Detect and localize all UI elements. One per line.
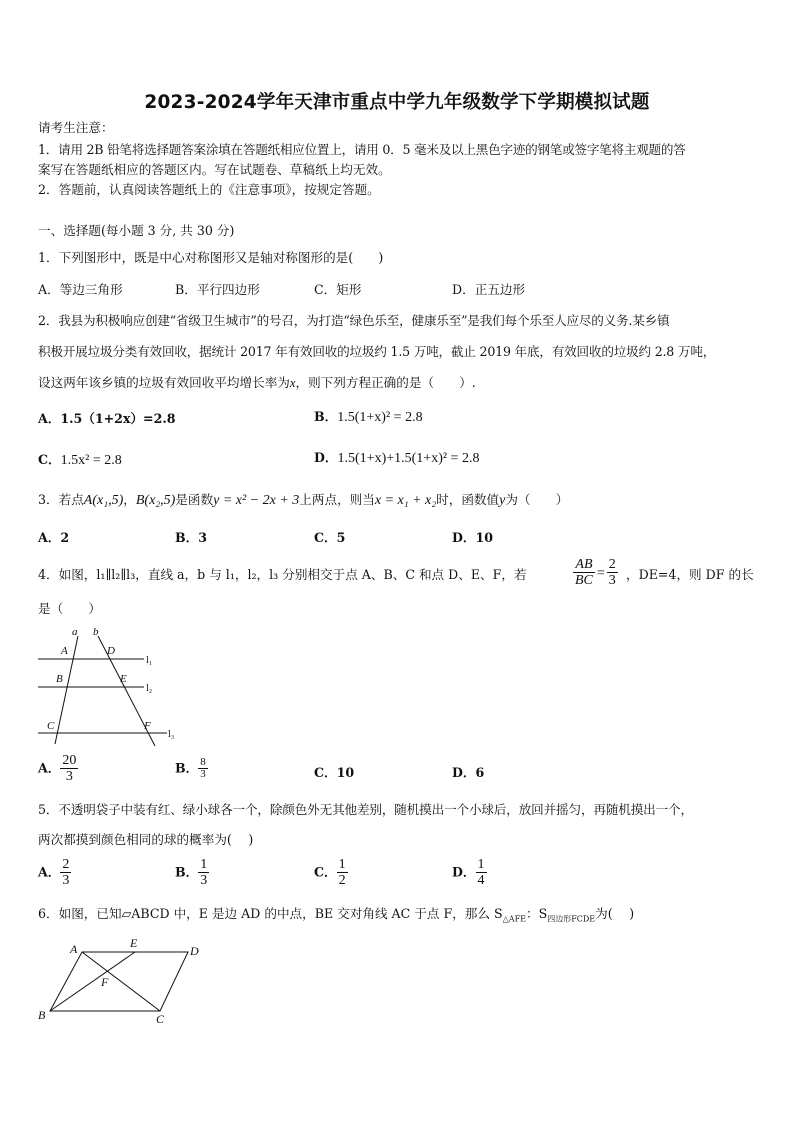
q5-option-c-denominator: 2	[338, 873, 346, 888]
label-F: F	[101, 975, 109, 989]
q3-stem	[38, 492, 568, 509]
q2-option-d	[314, 450, 479, 467]
q5-option-c-label: C．	[314, 864, 337, 880]
q5-option-b	[175, 857, 209, 888]
label-E: E	[120, 673, 127, 685]
q6-stem	[38, 906, 634, 928]
q2-option-a: A．1.5（1+2x）=2.8	[38, 411, 176, 426]
q5-line-2: 两次都摸到颜色相同的球的概率为( )	[38, 832, 254, 847]
label-l1: l₁	[146, 655, 153, 666]
q3-mid-2: 上两点，则当	[299, 492, 375, 507]
q6-stem-separator: ：S	[525, 906, 548, 921]
q4-option-b-label: B．	[175, 760, 199, 776]
q3-sep: ，	[123, 492, 136, 507]
q4-ratio-numerator: 2	[608, 557, 616, 572]
q2-option-b	[314, 409, 423, 426]
q4-line-1-tail: ，DE=4，则 DF 的长	[626, 567, 754, 582]
label-l3: l₃	[168, 729, 175, 740]
q5-option-d	[452, 857, 487, 888]
q1-option-c: C．矩形	[314, 282, 362, 297]
q4-fraction-numerator: AB	[573, 557, 595, 573]
q4-equals: =	[596, 566, 605, 581]
q5-option-d-label: D．	[452, 864, 476, 880]
q2-variable-x: x	[289, 376, 296, 390]
label-C: C	[156, 1012, 165, 1026]
q4-option-c: C．10	[314, 765, 355, 780]
q1-stem: 1．下列图形中，既是中心对称图形又是轴对称图形的是( )	[38, 250, 384, 265]
q5-option-b-label: B．	[175, 864, 199, 880]
q2-option-d-expr: 1.5(1+x)+1.5(1+x)² = 2.8	[337, 451, 480, 466]
q4-fraction-2-3	[607, 557, 618, 588]
q4-ratio	[573, 557, 618, 588]
q5-option-a-denominator: 3	[62, 873, 70, 888]
q5-line-1: 5．不透明袋子中装有红、绿小球各一个，除颜色外无其他差别，随机摸出一个小球后，放回并摇匀，再随机摸出一个，	[38, 802, 693, 817]
q4-parallel-lines-figure	[34, 624, 184, 749]
label-F: F	[144, 720, 151, 732]
q4-line-2: 是（ ）	[38, 601, 101, 616]
notice-heading: 请考生注意：	[38, 120, 114, 135]
q4-option-a-label: A．	[38, 760, 61, 776]
parallelogram-abcd	[50, 952, 188, 1011]
q4-option-b-numerator: 8	[200, 756, 206, 768]
q3-condition: x = x₁ + x₂	[374, 493, 437, 508]
q4-option-a-fraction	[60, 753, 78, 784]
q3-option-a: A．2	[38, 530, 70, 545]
q1-option-d: D．正五边形	[452, 282, 526, 297]
q3-point-b: B(x₂,5)	[135, 493, 176, 508]
q5-option-d-fraction	[476, 857, 487, 888]
notice-item-1-line-2: 案写在答题纸相应的答题区内。写在试题卷、草稿纸上均无效。	[38, 162, 391, 177]
label-l2: l₂	[146, 683, 153, 694]
q5-option-a-fraction	[60, 857, 71, 888]
label-D: D	[107, 645, 115, 657]
label-B: B	[56, 673, 63, 685]
q5-option-c-fraction	[337, 857, 348, 888]
q4-option-a-numerator: 20	[62, 753, 77, 768]
q3-option-b: B．3	[175, 530, 208, 545]
q5-option-a-numerator: 2	[62, 857, 70, 872]
q5-option-b-numerator: 1	[200, 857, 208, 872]
q3-function: y = x² − 2x + 3	[213, 493, 300, 508]
q6-subscript-afe: △AFE	[502, 914, 526, 924]
label-A: A	[61, 645, 68, 657]
q6-stem-tail: 为( )	[595, 906, 635, 921]
q6-parallelogram-figure	[34, 935, 209, 1027]
q5-option-a	[38, 857, 71, 888]
q6-subscript-fcde: 四边形FCDE	[547, 914, 596, 924]
section-heading: 一、选择题(每小题 3 分, 共 30 分)	[38, 223, 235, 238]
q2-line-3-tail: ，则下列方程正确的是（ ）.	[295, 375, 476, 390]
q3-tail-2: 为（ ）	[505, 492, 569, 507]
q1-option-b: B．平行四边形	[175, 282, 260, 297]
diagonal-ac	[82, 952, 160, 1011]
q2-line-3	[38, 375, 476, 391]
q3-option-d: D．10	[452, 530, 494, 545]
label-D: D	[190, 944, 199, 958]
q6-stem-text: 6．如图，已知▱ABCD 中，E 是边 AD 的中点，BE 交对角线 AC 于点 F，那么 S	[38, 906, 503, 921]
q3-prefix: 3．若点	[38, 492, 84, 507]
q5-option-d-denominator: 4	[477, 873, 485, 888]
q3-option-c: C．5	[314, 530, 346, 545]
q5-option-c	[314, 857, 348, 888]
q5-option-a-label: A．	[38, 864, 61, 880]
q4-option-b	[175, 757, 208, 780]
q4-ratio-denominator: 3	[608, 573, 616, 588]
label-A: A	[70, 942, 78, 956]
q4-fraction-denominator: BC	[575, 573, 593, 588]
notice-item-1-line-1: 1．请用 2B 铅笔将选择题答案涂填在答题纸相应位置上，请用 0．5 毫米及以上黑色字迹的钢笔或签字笔将主观题的答	[38, 142, 686, 157]
page-title: 2023-2024学年天津市重点中学九年级数学下学期模拟试题	[144, 92, 650, 113]
label-C: C	[47, 720, 55, 732]
q4-option-b-fraction	[198, 757, 208, 780]
label-b: b	[93, 626, 99, 638]
segment-be	[50, 952, 135, 1011]
q4-line-1	[38, 567, 527, 583]
q4-option-d: D．6	[452, 765, 485, 780]
q5-option-d-numerator: 1	[477, 857, 485, 872]
q2-option-b-expr: 1.5(1+x)² = 2.8	[337, 410, 423, 425]
q2-option-c-expr: 1.5x² = 2.8	[60, 453, 122, 468]
q2-line-3-text: 设这两年该乡镇的垃圾有效回收平均增长率为	[38, 375, 290, 390]
q4-option-a	[38, 753, 78, 784]
q1-option-a: A．等边三角形	[38, 282, 123, 297]
q3-tail: 时，函数值	[436, 492, 500, 507]
q2-line-2: 积极开展垃圾分类有效回收，据统计 2017 年有效回收的垃圾约 1.5 万吨，截止 2019 年底，有效回收的垃圾约 2.8 万吨，	[38, 344, 716, 359]
q5-option-b-denominator: 3	[200, 873, 208, 888]
q4-line-1-text: 4．如图，l₁∥l₂∥l₃，直线 a，b 与 l₁，l₂，l₃ 分别相交于点 A、B、C 和点 D、E、F，若	[38, 567, 527, 582]
q2-option-c-label: C．	[38, 452, 61, 467]
q3-point-a: A(x₁,5)	[83, 493, 124, 508]
q2-option-d-label: D．	[314, 450, 338, 465]
q4-option-b-denominator: 3	[200, 768, 206, 780]
label-E: E	[130, 936, 138, 950]
q3-y-variable: y	[499, 493, 506, 508]
q3-mid: 是函数	[175, 492, 214, 507]
label-a: a	[72, 626, 78, 638]
q2-option-c	[38, 452, 122, 469]
q2-line-1: 2．我县为积极响应创建“省级卫生城市”的号召，为打造“绿色乐至，健康乐至”是我们每个乐至人应尽的义务.某乡镇	[38, 313, 670, 328]
q4-fraction-ab-bc	[573, 557, 595, 588]
q5-option-b-fraction	[198, 857, 209, 888]
notice-item-2: 2．答题前，认真阅读答题纸上的《注意事项》，按规定答题。	[38, 182, 380, 197]
q4-option-a-denominator: 3	[65, 769, 73, 784]
q2-option-b-label: B．	[314, 409, 338, 424]
label-B: B	[38, 1008, 46, 1022]
q5-option-c-numerator: 1	[338, 857, 346, 872]
